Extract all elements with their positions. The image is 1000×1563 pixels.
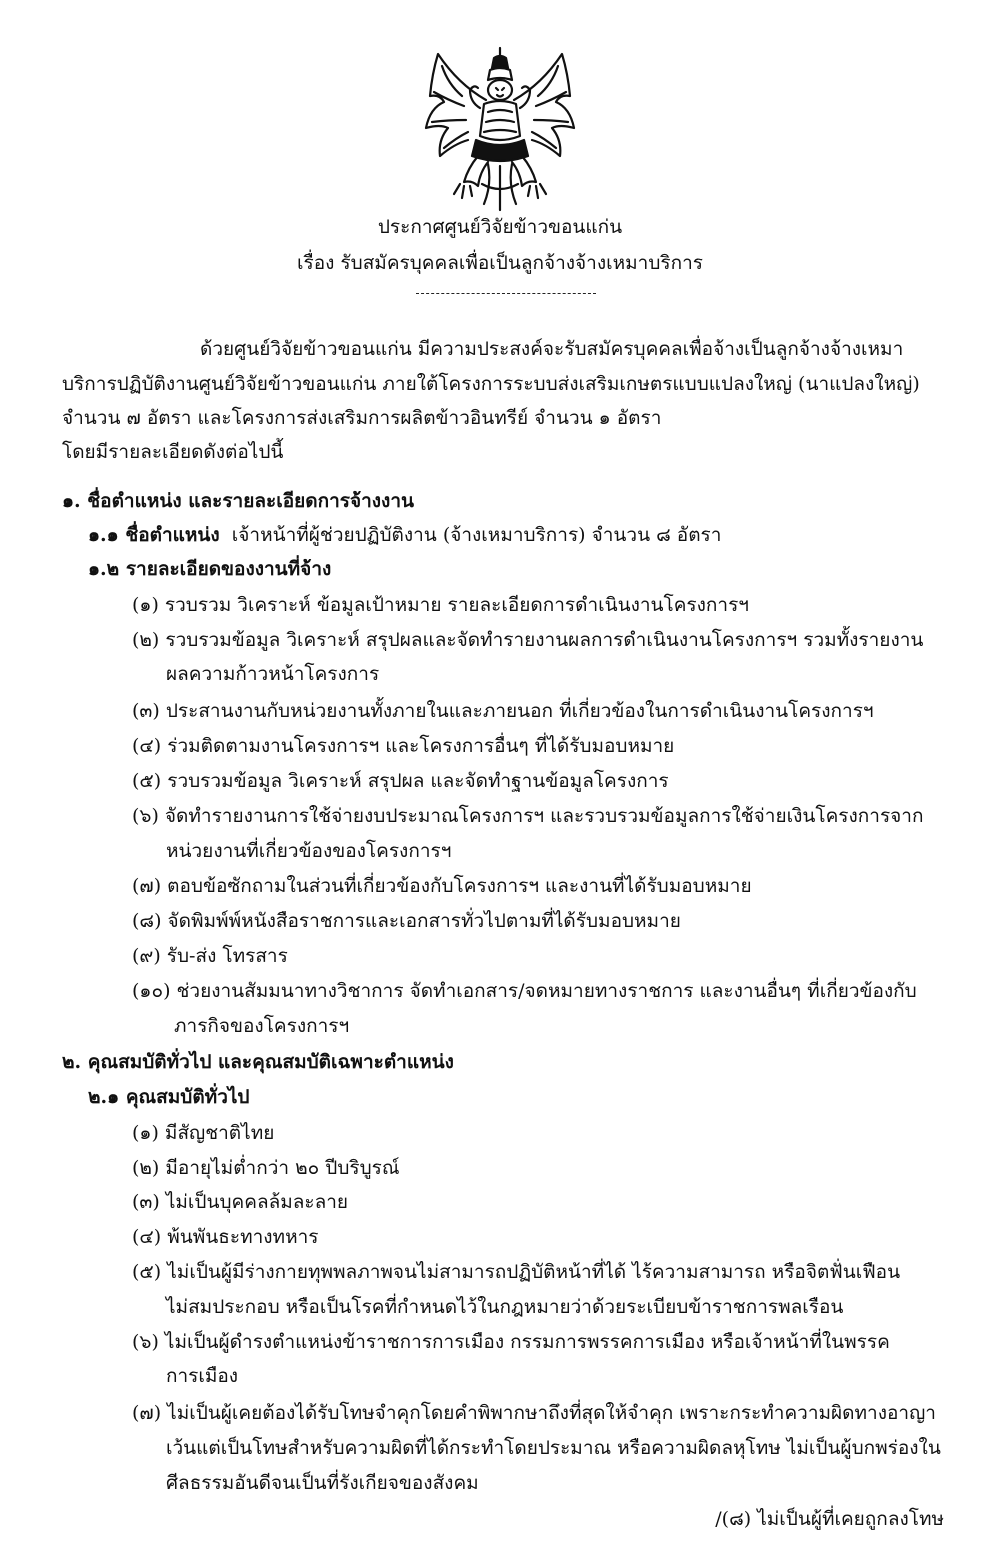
intro-line-4: โดยมีรายละเอียดดังต่อไปนี้ <box>62 441 284 463</box>
section-1-1 <box>88 522 721 548</box>
intro-line-1: ด้วยศูนย์วิจัยข้าวขอนแก่น มีความประสงค์จะรับสมัครบุคคลเพื่อจ้างเป็นลูกจ้างจ้างเหมา <box>200 338 904 360</box>
list-item: (๗) ไม่เป็นผู้เคยต้องได้รับโทษจำคุกโดยคำพิพากษาถึงที่สุดให้จำคุก เพราะกระทำความผิดทางอาญา <box>132 1402 936 1424</box>
garuda-emblem <box>418 44 582 214</box>
list-item-continuation: การเมือง <box>166 1365 239 1387</box>
list-item: (๕) ไม่เป็นผู้มีร่างกายทุพพลภาพจนไม่สามารถปฏิบัติหน้าที่ได้ ไร้ความสามารถ หรือจิตฟั่นเฟือน <box>132 1261 901 1283</box>
announcement-title: ประกาศศูนย์วิจัยข้าวขอนแก่น <box>377 216 623 238</box>
list-item: (๓) ไม่เป็นบุคคลล้มละลาย <box>132 1191 349 1213</box>
section-1-2-heading: ๑.๒ รายละเอียดของงานที่จ้าง <box>88 558 332 580</box>
section-1-1-label: ๑.๑ ชื่อตำแหน่ง <box>88 524 220 546</box>
list-item: (๑๐) ช่วยงานสัมมนาทางวิชาการ จัดทำเอกสาร/จดหมายทางราชการ และงานอื่นๆ ที่เกี่ยวข้องกับ <box>132 980 917 1002</box>
list-item-continuation: ไม่สมประกอบ หรือเป็นโรคที่กำหนดไว้ในกฎหมายว่าด้วยระเบียบข้าราชการพลเรือน <box>166 1296 844 1318</box>
list-item-continuation: หน่วยงานที่เกี่ยวข้องของโครงการฯ <box>166 840 452 862</box>
list-item: (๕) รวบรวมข้อมูล วิเคราะห์ สรุปผล และจัดทำฐานข้อมูลโครงการ <box>132 770 669 792</box>
list-item-continuation: ภารกิจของโครงการฯ <box>174 1015 350 1037</box>
header-divider <box>416 293 596 294</box>
list-item: (๑) รวบรวม วิเคราะห์ ข้อมูลเป้าหมาย รายละเอียดการดำเนินงานโครงการฯ <box>132 594 749 616</box>
list-item: (๒) รวบรวมข้อมูล วิเคราะห์ สรุปผลและจัดทำรายงานผลการดำเนินงานโครงการฯ รวมทั้งรายงาน <box>132 629 924 651</box>
list-item: (๘) จัดพิมพ์พ์หนังสือราชการและเอกสารทั่วไปตามที่ได้รับมอบหมาย <box>132 910 681 932</box>
list-item: (๑) มีสัญชาติไทย <box>132 1122 275 1144</box>
list-item: (๗) ตอบข้อซักถามในส่วนที่เกี่ยวข้องกับโครงการฯ และงานที่ได้รับมอบหมาย <box>132 875 752 897</box>
announcement-subject: เรื่อง รับสมัครบุคคลเพื่อเป็นลูกจ้างจ้างเหมาบริการ <box>297 252 703 274</box>
list-item: (๔) พ้นพันธะทางทหาร <box>132 1226 319 1248</box>
intro-line-3: จำนวน ๗ อัตรา และโครงการส่งเสริมการผลิตข้าวอินทรีย์ จำนวน ๑ อัตรา <box>62 407 662 429</box>
list-item: (๓) ประสานงานกับหน่วยงานทั้งภายในและภายนอก ที่เกี่ยวข้องในการดำเนินงานโครงการฯ <box>132 700 874 722</box>
list-item: (๔) ร่วมติดตามงานโครงการฯ และโครงการอื่นๆ ที่ได้รับมอบหมาย <box>132 735 675 757</box>
page-continuation-marker: /(๘) ไม่เป็นผู้ที่เคยถูกลงโทษ <box>715 1508 944 1530</box>
list-item-continuation: ศีลธรรมอันดีจนเป็นที่รังเกียจของสังคม <box>166 1472 479 1494</box>
intro-line-2: บริการปฏิบัติงานศูนย์วิจัยข้าวขอนแก่น ภายใต้โครงการระบบส่งเสริมเกษตรแบบแปลงใหญ่ (นาแปลงใหญ่) <box>62 373 920 395</box>
list-item: (๙) รับ-ส่ง โทรสาร <box>132 945 288 967</box>
section-1-heading: ๑. ชื่อตำแหน่ง และรายละเอียดการจ้างงาน <box>62 490 414 512</box>
section-2-1-heading: ๒.๑ คุณสมบัติทั่วไป <box>88 1086 250 1108</box>
list-item: (๖) ไม่เป็นผู้ดำรงตำแหน่งข้าราชการการเมือง กรรมการพรรคการเมือง หรือเจ้าหน้าที่ในพรรค <box>132 1331 890 1353</box>
list-item-continuation: เว้นแต่เป็นโทษสำหรับความผิดที่ได้กระทำโดยประมาณ หรือความผิดลหุโทษ ไม่เป็นผู้บกพร่องใน <box>166 1437 941 1459</box>
list-item: (๒) มีอายุไม่ต่ำกว่า ๒๐ ปีบริบูรณ์ <box>132 1157 400 1179</box>
list-item: (๖) จัดทำรายงานการใช้จ่ายงบประมาณโครงการฯ และรวบรวมข้อมูลการใช้จ่ายเงินโครงการจาก <box>132 805 924 827</box>
section-2-heading: ๒. คุณสมบัติทั่วไป และคุณสมบัติเฉพาะตำแหน่ง <box>62 1051 454 1073</box>
section-1-1-text: เจ้าหน้าที่ผู้ช่วยปฏิบัติงาน (จ้างเหมาบริการ) จำนวน ๘ อัตรา <box>231 524 722 546</box>
list-item-continuation: ผลความก้าวหน้าโครงการ <box>166 663 380 685</box>
